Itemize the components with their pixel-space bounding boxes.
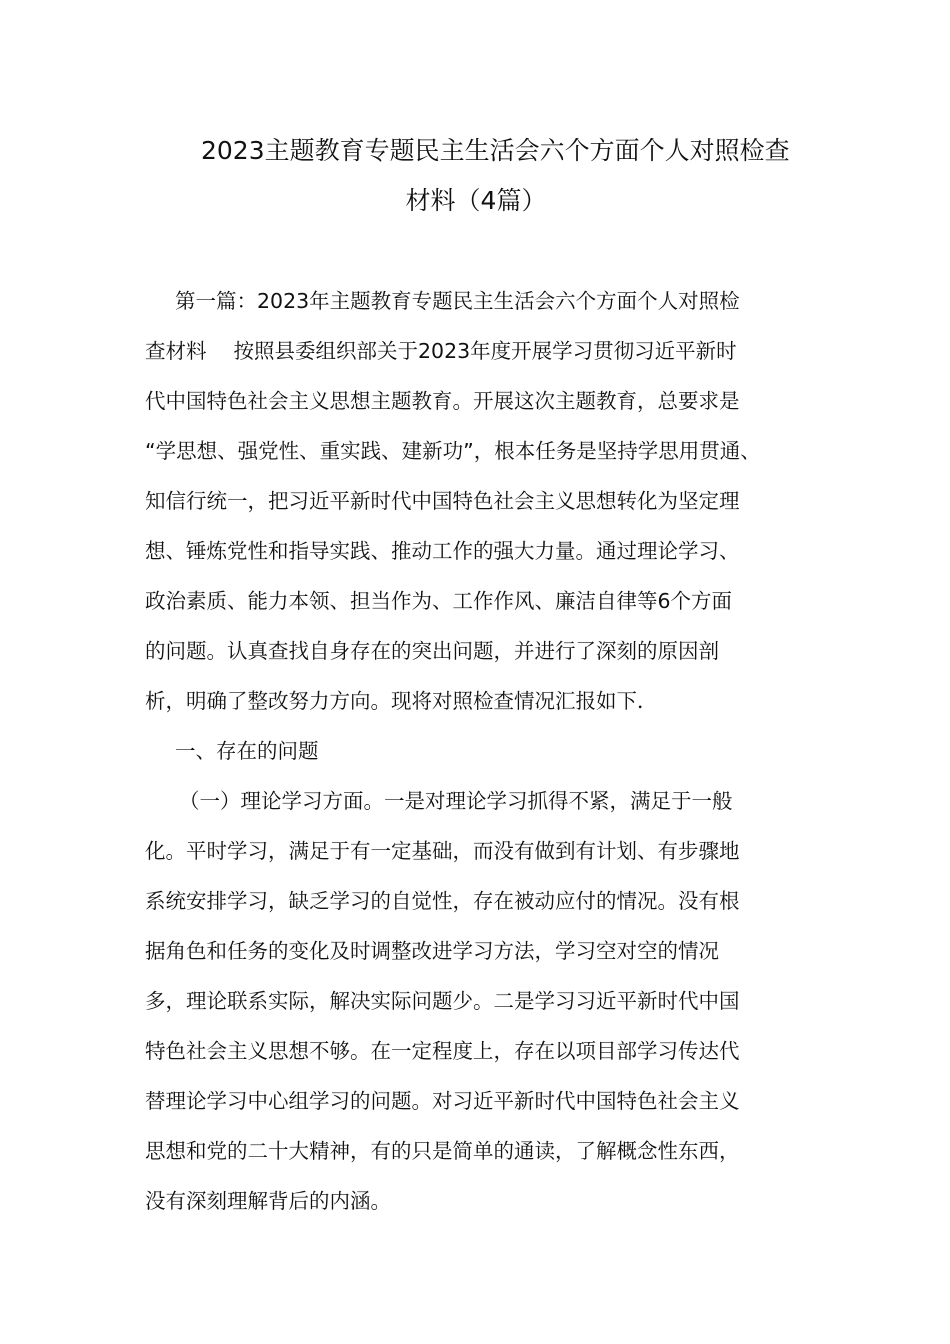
paragraph-line: “学思想、强党性、重实践、建新功”，根本任务是坚持学思用贯通、 (145, 439, 761, 463)
paragraph-line: 据角色和任务的变化及时调整改进学习方法，学习空对空的情况 (145, 939, 719, 963)
paragraph-line: 化。平时学习，满足于有一定基础，而没有做到有计划、有步骤地 (145, 839, 740, 863)
paragraph-line: 析，明确了整改努力方向。现将对照检查情况汇报如下． (145, 689, 658, 713)
paragraph-line: 替理论学习中心组学习的问题。对习近平新时代中国特色社会主义 (145, 1089, 740, 1113)
title-line-2: 材料（4篇） (405, 186, 547, 215)
paragraph-line: 政治素质、能力本领、担当作为、工作作风、廉洁自律等6个方面 (145, 589, 733, 613)
paragraph-line: 没有深刻理解背后的内涵。 (145, 1189, 391, 1213)
document-title (145, 126, 807, 226)
paragraph-line: （一）理论学习方面。一是对理论学习抓得不紧，满足于一般 (179, 789, 733, 813)
document-body (145, 276, 807, 1226)
paragraph-line: 想、锤炼党性和指导实践、推动工作的强大力量。通过理论学习、 (145, 539, 740, 563)
paragraph-theory-study (145, 776, 807, 1226)
paragraph-line: 系统安排学习，缺乏学习的自觉性，存在被动应付的情况。没有根 (145, 889, 740, 913)
paragraph-line: 查材料 按照县委组织部关于2023年度开展学习贯彻习近平新时 (145, 339, 737, 363)
paragraph-line: 代中国特色社会主义思想主题教育。开展这次主题教育，总要求是 (145, 389, 740, 413)
section-heading: 一、存在的问题 (175, 739, 319, 763)
paragraph-line: 特色社会主义思想不够。在一定程度上，存在以项目部学习传达代 (145, 1039, 740, 1063)
paragraph-intro (145, 276, 807, 726)
paragraph-line: 第一篇：2023年主题教育专题民主生活会六个方面个人对照检 (175, 289, 740, 313)
paragraph-line: 知信行统一，把习近平新时代中国特色社会主义思想转化为坚定理 (145, 489, 740, 513)
paragraph-line: 多，理论联系实际，解决实际问题少。二是学习习近平新时代中国 (145, 989, 740, 1013)
title-line-1: 2023主题教育专题民主生活会六个方面个人对照检查 (201, 136, 790, 165)
paragraph-line: 的问题。认真查找自身存在的突出问题，并进行了深刻的原因剖 (145, 639, 719, 663)
paragraph-line: 思想和党的二十大精神，有的只是简单的通读，了解概念性东西， (145, 1139, 740, 1163)
